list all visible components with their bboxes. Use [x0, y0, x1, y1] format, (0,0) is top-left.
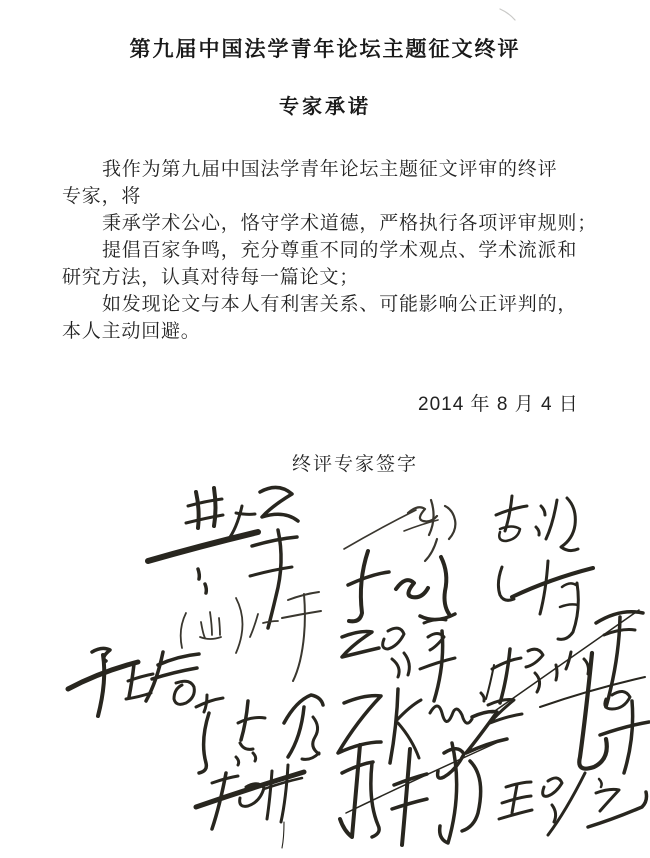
signature-col2-bottom [340, 743, 496, 845]
body-line: 研究方法，认真对待每一篇论文； [62, 267, 360, 288]
signature-col2-fourth [338, 689, 507, 763]
signature-wangminyuan [499, 773, 647, 835]
signature-col2-second [348, 551, 455, 621]
body-line: 专家，将 [62, 186, 142, 207]
body-line: 本人主动回避。 [62, 321, 201, 342]
document-date: 2014 年 8 月 4 日 [418, 394, 579, 415]
signature-col3-fourth [486, 653, 649, 773]
signature-col1-bottom [196, 765, 304, 848]
scan-artifact-mark [500, 9, 515, 20]
signature-wangxixin [342, 619, 455, 701]
signature-col3-top [496, 496, 578, 551]
body-line: 提倡百家争鸣，充分尊重不同的学术观点、学术流派和 [102, 240, 578, 261]
signature-section-label: 终评专家签字 [291, 454, 418, 475]
signature-jianghuiling [196, 695, 323, 773]
signature-lishichun [68, 648, 199, 716]
body-line: 我作为第九届中国法学青年论坛主题征文评审的终评 [102, 159, 558, 180]
body-line: 秉承学术公心，恪守学术道德，严格执行各项评审规则； [102, 213, 598, 234]
signature-yangxiaojun [492, 610, 643, 713]
signature-col3-second [498, 561, 593, 639]
signature-qingfeng [148, 487, 298, 628]
signature-col1-scribble [181, 592, 321, 681]
pledge-body [62, 156, 598, 345]
body-line: 如发现论文与本人有利害关系、可能影响公正评判的， [102, 294, 578, 315]
signature-col2-top [344, 500, 455, 561]
document-subtitle: 专家承诺 [279, 96, 371, 118]
document-title: 第九届中国法学青年论坛主题征文终评 [129, 37, 521, 61]
